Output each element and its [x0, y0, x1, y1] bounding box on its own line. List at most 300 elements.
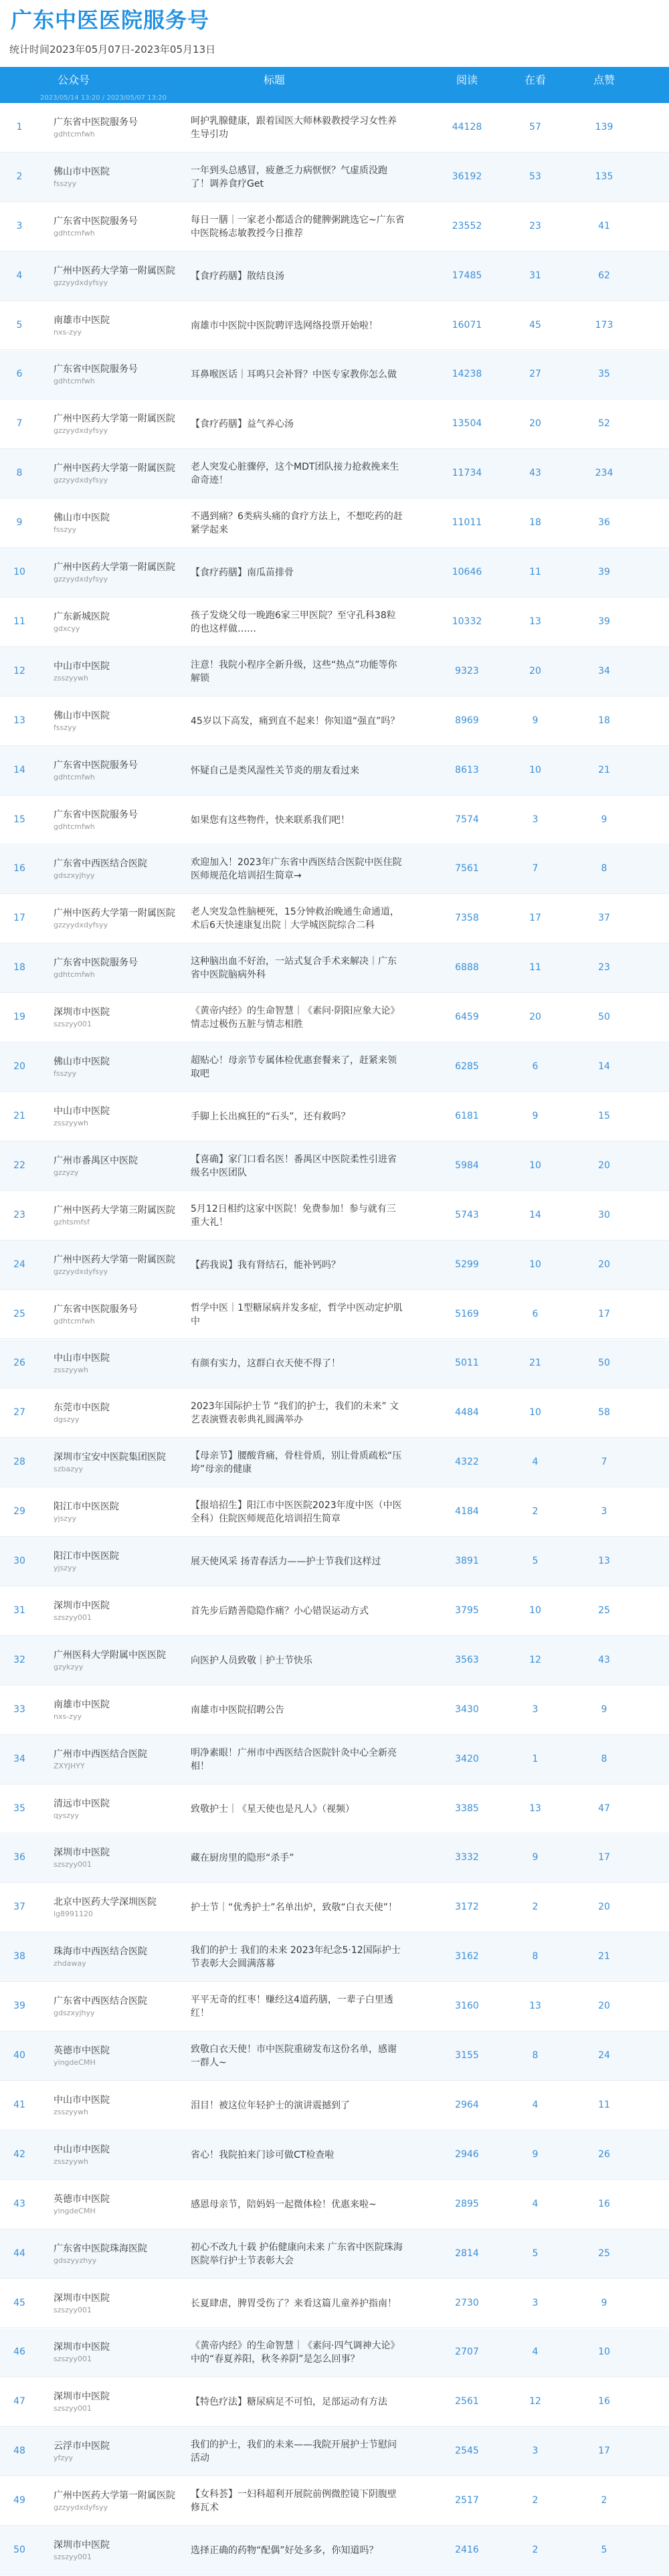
rank-number: 27: [13, 1407, 25, 1418]
account-id: gdhtcmfwh: [54, 129, 95, 139]
table-row[interactable]: [0, 2279, 669, 2328]
table-row[interactable]: [0, 1141, 669, 1191]
account-cell: [54, 1105, 177, 1128]
account-name[interactable]: 广州中医药大学第一附属医院: [54, 562, 175, 573]
account-id: gzzyydxdyfsyy: [54, 278, 108, 287]
rank-number: 7: [16, 418, 23, 430]
like-count: 18: [598, 715, 610, 726]
article-title-link[interactable]: 手脚上长出疯狂的“石头”，还有救吗？: [191, 1111, 351, 1122]
table-header: [0, 67, 669, 94]
account-name[interactable]: 广东省中医院服务号: [54, 957, 138, 969]
article-title-link[interactable]: 不遇到痛？6类病头痛的食疗方法上，不想吃药的赶紧学起来: [191, 511, 403, 536]
table-row[interactable]: [0, 252, 669, 301]
column-header-read[interactable]: 阅读: [456, 74, 478, 86]
table-row[interactable]: [0, 1883, 669, 1932]
header-sub-text: 2023/05/14 13:20 / 2023/05/07 13:20: [40, 94, 167, 102]
table-row[interactable]: [0, 894, 669, 943]
like-count: 39: [598, 616, 610, 627]
table-row[interactable]: [0, 1340, 669, 1389]
article-title-link[interactable]: 5月12日相约这家中医院！免费参加！参与就有三重大礼！: [191, 1203, 396, 1228]
table-row[interactable]: [0, 2427, 669, 2476]
article-title-link[interactable]: 致敬护士｜《星天使也是凡人》（视频）: [191, 1803, 355, 1815]
account-name[interactable]: 云浮市中医院: [54, 2441, 110, 2452]
account-name[interactable]: 东莞市中医院: [54, 1402, 110, 1414]
account-cell: [54, 2094, 177, 2117]
account-cell: [54, 2539, 177, 2562]
account-name[interactable]: 广州中医药大学第一附属医院: [54, 2490, 175, 2502]
watch-count: 4: [532, 2198, 539, 2209]
table-row[interactable]: [0, 2180, 669, 2229]
watch-count: 13: [529, 2001, 541, 2012]
account-name[interactable]: 南雄市中医院: [54, 1699, 110, 1710]
read-count: 10332: [452, 616, 482, 627]
table-row[interactable]: [0, 2229, 669, 2279]
account-name[interactable]: 佛山市中医院: [54, 1056, 110, 1068]
account-name[interactable]: 广州中医药大学第三附属医院: [54, 1204, 175, 1216]
read-count: 7358: [455, 913, 479, 924]
account-name[interactable]: 清远市中医院: [54, 1798, 110, 1809]
account-id: szszyy001: [54, 2305, 92, 2314]
article-title-link[interactable]: 致敬白衣天使！市中医院重磅发布这份名单，感谢一群人~: [191, 2044, 397, 2069]
account-cell: [54, 611, 177, 634]
account-name[interactable]: 阳江市中医医院: [54, 1551, 119, 1562]
like-count: 7: [601, 1457, 607, 1468]
account-id: szszyy001: [54, 1860, 92, 1869]
account-name[interactable]: 中山市中医院: [54, 1353, 110, 1364]
like-count: 139: [595, 121, 613, 132]
rank-number: 14: [13, 764, 25, 775]
account-cell: [54, 2045, 177, 2067]
watch-count: 9: [532, 1110, 539, 1121]
table-row[interactable]: [0, 943, 669, 993]
column-header-like[interactable]: 点赞: [593, 74, 615, 86]
like-count: 3: [601, 1506, 607, 1517]
article-title-link[interactable]: 初心不改九十载 护佑健康向未来 广东省中医院珠海医院举行护士节表彰大会: [191, 2241, 403, 2266]
account-id: zsszyywh: [54, 2156, 88, 2166]
read-count: 6181: [455, 1110, 479, 1121]
rank-number: 45: [13, 2297, 25, 2308]
account-cell: [54, 1896, 177, 1919]
account-name[interactable]: 广东省中医院服务号: [54, 116, 138, 128]
account-name[interactable]: 深圳市中医院: [54, 2540, 110, 2551]
like-count: 30: [598, 1209, 610, 1220]
account-id: yjszyy: [54, 1514, 77, 1524]
account-cell: [54, 1451, 177, 1474]
article-title-link[interactable]: 南雄市中医院中医院聘评选网络投票开始啦！: [191, 320, 378, 331]
watch-count: 18: [529, 517, 541, 529]
article-title-link[interactable]: 耳鼻喉医话｜耳鸣只会补肾？中医专家教你怎么做: [191, 369, 397, 381]
article-title-link[interactable]: 【女科荟】一妇科超利开展院前例微腔镜下阴腹壁修瓦术: [191, 2489, 397, 2514]
rank-number: 10: [13, 567, 25, 578]
table-row[interactable]: [0, 351, 669, 400]
account-name[interactable]: 深圳市中医院: [54, 1600, 110, 1611]
article-title-link[interactable]: 【食疗药膳】南瓜苗排骨: [191, 567, 294, 579]
account-name[interactable]: 南雄市中医院: [54, 314, 110, 326]
read-count: 3430: [455, 1704, 479, 1715]
table-row[interactable]: [0, 993, 669, 1042]
table-row[interactable]: [0, 1586, 669, 1636]
account-cell: [54, 1600, 177, 1623]
article-title-link[interactable]: 【食疗药膳】散结良汤: [191, 270, 284, 282]
column-header-watch[interactable]: 在看: [524, 74, 546, 86]
column-header-title[interactable]: 标题: [263, 74, 285, 86]
column-header-account[interactable]: 公众号: [57, 74, 90, 86]
account-name[interactable]: 佛山市中医院: [54, 166, 110, 177]
table-row[interactable]: [0, 746, 669, 796]
account-name[interactable]: 深圳市中医院: [54, 1007, 110, 1018]
account-name[interactable]: 广州中医药大学第一附属医院: [54, 908, 175, 919]
account-cell: [54, 907, 177, 930]
table-row[interactable]: [0, 1487, 669, 1537]
table-row[interactable]: [0, 103, 669, 153]
account-id: gzykzyy: [54, 1662, 84, 1671]
account-name[interactable]: 深圳市中医院: [54, 2342, 110, 2353]
rank-number: 18: [13, 962, 25, 974]
like-count: 16: [598, 2198, 610, 2209]
account-name[interactable]: 佛山市中医院: [54, 710, 110, 721]
account-name[interactable]: 广州市中西医结合医院: [54, 1748, 147, 1760]
rank-number: 40: [13, 2050, 25, 2061]
like-count: 43: [598, 1654, 610, 1665]
read-count: 5011: [455, 1358, 479, 1369]
article-title-link[interactable]: 老人突发急性脑梗死，15分钟救治晚通生命通道，术后6天快速康复出院｜大学城医院综合二科: [191, 907, 399, 931]
table-row[interactable]: [0, 153, 669, 202]
account-name[interactable]: 佛山市中医院: [54, 513, 110, 524]
table-row[interactable]: [0, 597, 669, 647]
rank-number: 41: [13, 2099, 25, 2110]
account-id: fsszyy: [54, 723, 77, 732]
like-count: 58: [598, 1407, 610, 1418]
table-row[interactable]: [0, 1240, 669, 1290]
watch-count: 27: [529, 369, 541, 380]
account-name[interactable]: 广州医科大学附属中医医院: [54, 1649, 166, 1661]
table-row[interactable]: [0, 1636, 669, 1685]
read-count: 3172: [455, 1902, 479, 1913]
rank-number: 13: [13, 715, 25, 726]
article-title-link[interactable]: 平平无奇的红枣！赚经这4道药膳，一辈子白里透红！: [191, 1995, 393, 2019]
read-count: 6285: [455, 1061, 479, 1073]
account-id: zsszyywh: [54, 2107, 88, 2116]
account-name[interactable]: 广州中医药大学第一附属医院: [54, 463, 175, 474]
table-row[interactable]: [0, 796, 669, 845]
table-row[interactable]: [0, 697, 669, 746]
article-title-link[interactable]: 首先步后踏善隐隐作痛？小心错误运动方式: [191, 1605, 369, 1617]
account-name[interactable]: 英德市中医院: [54, 2193, 110, 2205]
rank-number: 17: [13, 913, 25, 924]
read-count: 2895: [455, 2198, 479, 2209]
watch-count: 45: [529, 319, 541, 331]
read-count: 5743: [455, 1209, 479, 1220]
article-title-link[interactable]: 怀疑自己是类风湿性关节炎的朋友看过来: [191, 765, 359, 776]
rank-number: 26: [13, 1358, 25, 1369]
table-row[interactable]: [0, 2377, 669, 2427]
rank-number: 25: [13, 1308, 25, 1319]
article-title-link[interactable]: 我们的护士，我们的未来——我院开展护士节慰问活动: [191, 2440, 397, 2464]
table-row[interactable]: [0, 399, 669, 449]
watch-count: 20: [529, 665, 541, 676]
table-row[interactable]: [0, 1932, 669, 1982]
account-cell: [54, 809, 177, 832]
like-count: 5: [601, 2545, 607, 2556]
rank-number: 28: [13, 1457, 25, 1468]
article-title-link[interactable]: 这种脑出血不好治，一站式复合手术来解决｜广东省中医院脑病外科: [191, 956, 397, 981]
rank-number: 42: [13, 2148, 25, 2160]
like-count: 16: [598, 2396, 610, 2407]
rank-number: 9: [16, 517, 23, 529]
rank-number: 46: [13, 2347, 25, 2358]
read-count: 4184: [455, 1506, 479, 1517]
read-count: 3162: [455, 1951, 479, 1962]
account-id: gzzyzy: [54, 1168, 79, 1177]
account-cell: [54, 1995, 177, 2018]
account-name[interactable]: 英德市中医院: [54, 2045, 110, 2057]
account-name[interactable]: 深圳市中医院: [54, 2391, 110, 2403]
article-title-link[interactable]: 我们的护士 我们的未来 2023年纪念5·12国际护士节表彰大会圆满落幕: [191, 1945, 401, 1970]
read-count: 16071: [452, 319, 482, 331]
article-title-link[interactable]: 有颜有实力，这群白衣天使不得了！: [191, 1358, 341, 1370]
account-cell: [54, 1056, 177, 1079]
like-count: 17: [598, 1308, 610, 1319]
rank-number: 5: [16, 319, 23, 331]
account-cell: [54, 1204, 177, 1227]
article-title-link[interactable]: 一年到头总感冒，疲惫乏力病恹恹？气虚质没跑了！调养食疗Get: [191, 165, 387, 189]
article-title-link[interactable]: 如果您有这些物件，快来联系我们吧！: [191, 814, 350, 826]
article-title-link[interactable]: 超贴心！母亲节专属体检优惠套餐来了，赶紧来领取吧: [191, 1055, 397, 1080]
table-row[interactable]: [0, 647, 669, 697]
article-title-link[interactable]: 长夏肆虐，脾胃受伤了？来看这篇儿童养护指南！: [191, 2298, 397, 2309]
rank-number: 47: [13, 2396, 25, 2407]
table-row[interactable]: [0, 1537, 669, 1586]
table-row[interactable]: [0, 202, 669, 252]
table-row[interactable]: [0, 2031, 669, 2081]
table-row[interactable]: [0, 2526, 669, 2575]
like-count: 35: [598, 369, 610, 380]
table-row[interactable]: [0, 2081, 669, 2130]
account-cell: [54, 1303, 177, 1326]
watch-count: 3: [532, 814, 539, 825]
account-id: szszyy001: [54, 1020, 92, 1029]
account-name[interactable]: 广州中医药大学第一附属医院: [54, 1254, 175, 1265]
article-title-link[interactable]: 泪目！被这位年轻护士的演讲震撼到了: [191, 2100, 350, 2111]
account-id: gdhtcmfwh: [54, 1316, 95, 1325]
table-row[interactable]: [0, 1438, 669, 1487]
account-name[interactable]: 广东省中医院珠海医院: [54, 2243, 147, 2254]
read-count: 2517: [455, 2495, 479, 2506]
account-id: nxs-zyy: [54, 1712, 82, 1721]
like-count: 234: [595, 468, 613, 479]
account-name[interactable]: 北京中医药大学深圳医院: [54, 1897, 157, 1908]
rank-number: 24: [13, 1259, 25, 1270]
account-cell: [54, 116, 177, 139]
read-count: 2707: [455, 2347, 479, 2358]
article-title-link[interactable]: 【母亲节】腰酸背痛，骨柱骨质，别让骨质疏松“压垮”母亲的健康: [191, 1451, 402, 1475]
watch-count: 4: [532, 2099, 539, 2110]
table-row[interactable]: [0, 548, 669, 597]
account-id: ZXYJHYY: [54, 1761, 85, 1770]
watch-count: 6: [532, 1061, 539, 1073]
article-title-link[interactable]: 【食疗药膳】益气养心汤: [191, 419, 294, 430]
table-row[interactable]: [0, 1042, 669, 1092]
rank-number: 29: [13, 1506, 25, 1517]
article-title-link[interactable]: 明净素眼！广州市中西医结合医院针灸中心全新亮相！: [191, 1747, 397, 1772]
article-title-link[interactable]: 护士节｜“优秀护士”名单出炉，致敬“白衣天使”！: [191, 1902, 398, 1914]
article-title-link[interactable]: 【喜确】家门口看名医！番禺区中医院柔性引进省级名中医团队: [191, 1154, 397, 1178]
table-row[interactable]: [0, 1092, 669, 1141]
article-title-link[interactable]: 南雄市中医院招聘公告: [191, 1704, 284, 1716]
watch-count: 23: [529, 220, 541, 232]
article-title-link[interactable]: 感恩母亲节，陪妈妈一起微体检！优惠来啦~: [191, 2199, 377, 2210]
table-row[interactable]: [0, 1834, 669, 1883]
account-name[interactable]: 广东省中医院服务号: [54, 1303, 138, 1315]
rank-number: 22: [13, 1160, 25, 1171]
table-row[interactable]: [0, 301, 669, 351]
article-title-link[interactable]: 2023年国际护士节 “我们的护士，我们的未来” 文艺表演暨表彰典礼圆满举办: [191, 1401, 399, 1426]
article-title-link[interactable]: 向医护人员致敬｜护士节快乐: [191, 1655, 312, 1666]
table-row[interactable]: [0, 498, 669, 548]
read-count: 44128: [452, 121, 482, 132]
account-id: gdxcyy: [54, 624, 80, 633]
read-count: 2561: [455, 2396, 479, 2407]
header-subline: [0, 94, 669, 103]
table-row[interactable]: [0, 2130, 669, 2180]
watch-count: 3: [532, 1704, 539, 1715]
article-title-link[interactable]: 哲学中医｜1型糖尿病并发多症，哲学中医动定护肌中: [191, 1302, 403, 1327]
article-title-link[interactable]: 《黄帝内经》的生命智慧｜《素问·阴阳应象大论》情志过极伤五脏与情志相胜: [191, 1006, 400, 1030]
account-name[interactable]: 中山市中医院: [54, 2094, 110, 2106]
article-title-link[interactable]: 呵护乳腺健康，跟着国医大师林毅教授学习女性养生导引功: [191, 115, 397, 140]
account-name[interactable]: 中山市中医院: [54, 1105, 110, 1117]
account-id: yjszyy: [54, 1564, 77, 1573]
read-count: 4322: [455, 1457, 479, 1468]
read-count: 5169: [455, 1308, 479, 1319]
read-count: 3155: [455, 2050, 479, 2061]
article-title-link[interactable]: 藏在厨房里的隐形“杀手”: [191, 1853, 294, 1864]
table-row[interactable]: [0, 449, 669, 498]
rank-number: 31: [13, 1604, 25, 1616]
account-id: szszyy001: [54, 2404, 92, 2413]
article-title-link[interactable]: 每日一膳｜一家老小都适合的健脾粥跳选它~广东省中医院杨志敏教授今日推荐: [191, 214, 405, 239]
watch-count: 2: [532, 2545, 539, 2556]
account-name[interactable]: 中山市中医院: [54, 2144, 110, 2155]
account-name[interactable]: 广东新城医院: [54, 611, 110, 622]
article-title-link[interactable]: 《黄帝内经》的生命智慧｜《素问·四气调神大论》中的“春夏养阳，秋冬养阴”是怎么回事？: [191, 2340, 400, 2365]
article-title-link[interactable]: 省心！我院拍来门诊可做CT检查啦: [191, 2149, 334, 2160]
account-id: lg8991120: [54, 1910, 94, 1919]
account-name[interactable]: 深圳市宝安中医院集团医院: [54, 1452, 166, 1463]
watch-count: 43: [529, 468, 541, 479]
read-count: 11734: [452, 468, 482, 479]
like-count: 62: [598, 270, 610, 281]
rank-number: 37: [13, 1902, 25, 1913]
watch-count: 5: [532, 2247, 539, 2259]
account-name[interactable]: 中山市中医院: [54, 660, 110, 672]
account-name[interactable]: 广东省中医院服务号: [54, 364, 138, 375]
article-title-link[interactable]: 45岁以下高发，痛到直不起来！你知道“强直”吗？: [191, 715, 400, 727]
account-cell: [54, 265, 177, 288]
watch-count: 3: [532, 2297, 539, 2308]
like-count: 11: [598, 2099, 610, 2110]
article-title-link[interactable]: 展天使风采 扬青春活力——护士节我们这样过: [191, 1556, 381, 1568]
account-name[interactable]: 广东省中医院服务号: [54, 215, 138, 227]
date-range: 统计时间2023年05月07日-2023年05月13日: [9, 43, 216, 56]
article-title-link[interactable]: 老人突发心脏骤停，这个MDT团队接力抢救挽来生命奇迹！: [191, 462, 399, 486]
account-id: yfzyy: [54, 2454, 74, 2463]
rank-number: 50: [13, 2545, 25, 2556]
page-header: [0, 0, 669, 67]
account-name[interactable]: 深圳市中医院: [54, 2292, 110, 2304]
account-cell: [54, 1649, 177, 1672]
watch-count: 10: [529, 1604, 541, 1616]
rank-number: 6: [16, 369, 23, 380]
article-title-link[interactable]: 【特色疗法】糖尿病足不可怕，足部运动有方法: [191, 2397, 387, 2408]
table-row[interactable]: [0, 2328, 669, 2378]
read-count: 2946: [455, 2148, 479, 2160]
rank-number: 23: [13, 1209, 25, 1220]
read-count: 3385: [455, 1803, 479, 1814]
account-name[interactable]: 广东省中西医结合医院: [54, 1996, 147, 2007]
account-id: gzzyydxdyfsyy: [54, 575, 108, 584]
table-row[interactable]: [0, 1290, 669, 1340]
account-cell: [54, 710, 177, 733]
watch-count: 8: [532, 1951, 539, 1962]
read-count: 7561: [455, 863, 479, 875]
account-name[interactable]: 阳江市中医医院: [54, 1501, 119, 1513]
account-name[interactable]: 广东省中医院服务号: [54, 759, 138, 771]
watch-count: 4: [532, 2347, 539, 2358]
table-row[interactable]: [0, 1735, 669, 1784]
table-row[interactable]: [0, 845, 669, 895]
table-row[interactable]: [0, 1784, 669, 1834]
table-row[interactable]: [0, 1982, 669, 2031]
table-row[interactable]: [0, 2476, 669, 2526]
watch-count: 2: [532, 2495, 539, 2506]
article-title-link[interactable]: 选择正确的药物“配偶”好处多多，你知道吗？: [191, 2545, 379, 2557]
like-count: 26: [598, 2148, 610, 2160]
account-id: gdszxyjhyy: [54, 871, 95, 881]
like-count: 2: [601, 2495, 607, 2506]
rank-number: 33: [13, 1704, 25, 1715]
table-row[interactable]: [0, 1685, 669, 1735]
account-name[interactable]: 广东省中西医结合医院: [54, 858, 147, 870]
rank-number: 12: [13, 665, 25, 676]
account-name[interactable]: 广州中医药大学第一附属医院: [54, 413, 175, 425]
article-title-link[interactable]: 孩子发烧父母一晚跑6家三甲医院？至守孔科38粒的也这样做……: [191, 610, 396, 634]
table-row[interactable]: [0, 1388, 669, 1438]
account-name[interactable]: 广州中医药大学第一附属医院: [54, 265, 175, 276]
account-id: szszyy001: [54, 1613, 92, 1622]
article-title-link[interactable]: 【药我说】我有肾结石，能补钙吗？: [191, 1259, 341, 1271]
watch-count: 11: [529, 567, 541, 578]
rank-number: 39: [13, 2001, 25, 2012]
read-count: 4484: [455, 1407, 479, 1418]
table-row[interactable]: [0, 1191, 669, 1240]
rank-number: 48: [13, 2446, 25, 2457]
article-title-link[interactable]: 【报培招生】阳江市中医医院2023年度中医（中医全科）住院医师规范化培训招生简章: [191, 1500, 402, 1525]
rank-number: 4: [16, 270, 23, 281]
like-count: 9: [601, 814, 607, 825]
account-name[interactable]: 广东省中医院服务号: [54, 809, 138, 820]
account-id: gdhtcmfwh: [54, 970, 95, 980]
account-name[interactable]: 珠海市中西医结合医院: [54, 1946, 147, 1958]
article-title-link[interactable]: 欢迎加入！2023年广东省中西医结合医院中医住院医师规范化培训招生简章→: [191, 857, 402, 882]
account-name[interactable]: 深圳市中医院: [54, 1847, 110, 1859]
read-count: 5984: [455, 1160, 479, 1171]
account-id: yingdeCMH: [54, 2058, 96, 2067]
read-count: 8969: [455, 715, 479, 726]
account-name[interactable]: 广州市番禺区中医院: [54, 1155, 138, 1166]
article-title-link[interactable]: 注意！我院小程序全新升级，这些“热点”功能等你解锁: [191, 659, 397, 684]
account-id: zhdaway: [54, 1959, 86, 1968]
